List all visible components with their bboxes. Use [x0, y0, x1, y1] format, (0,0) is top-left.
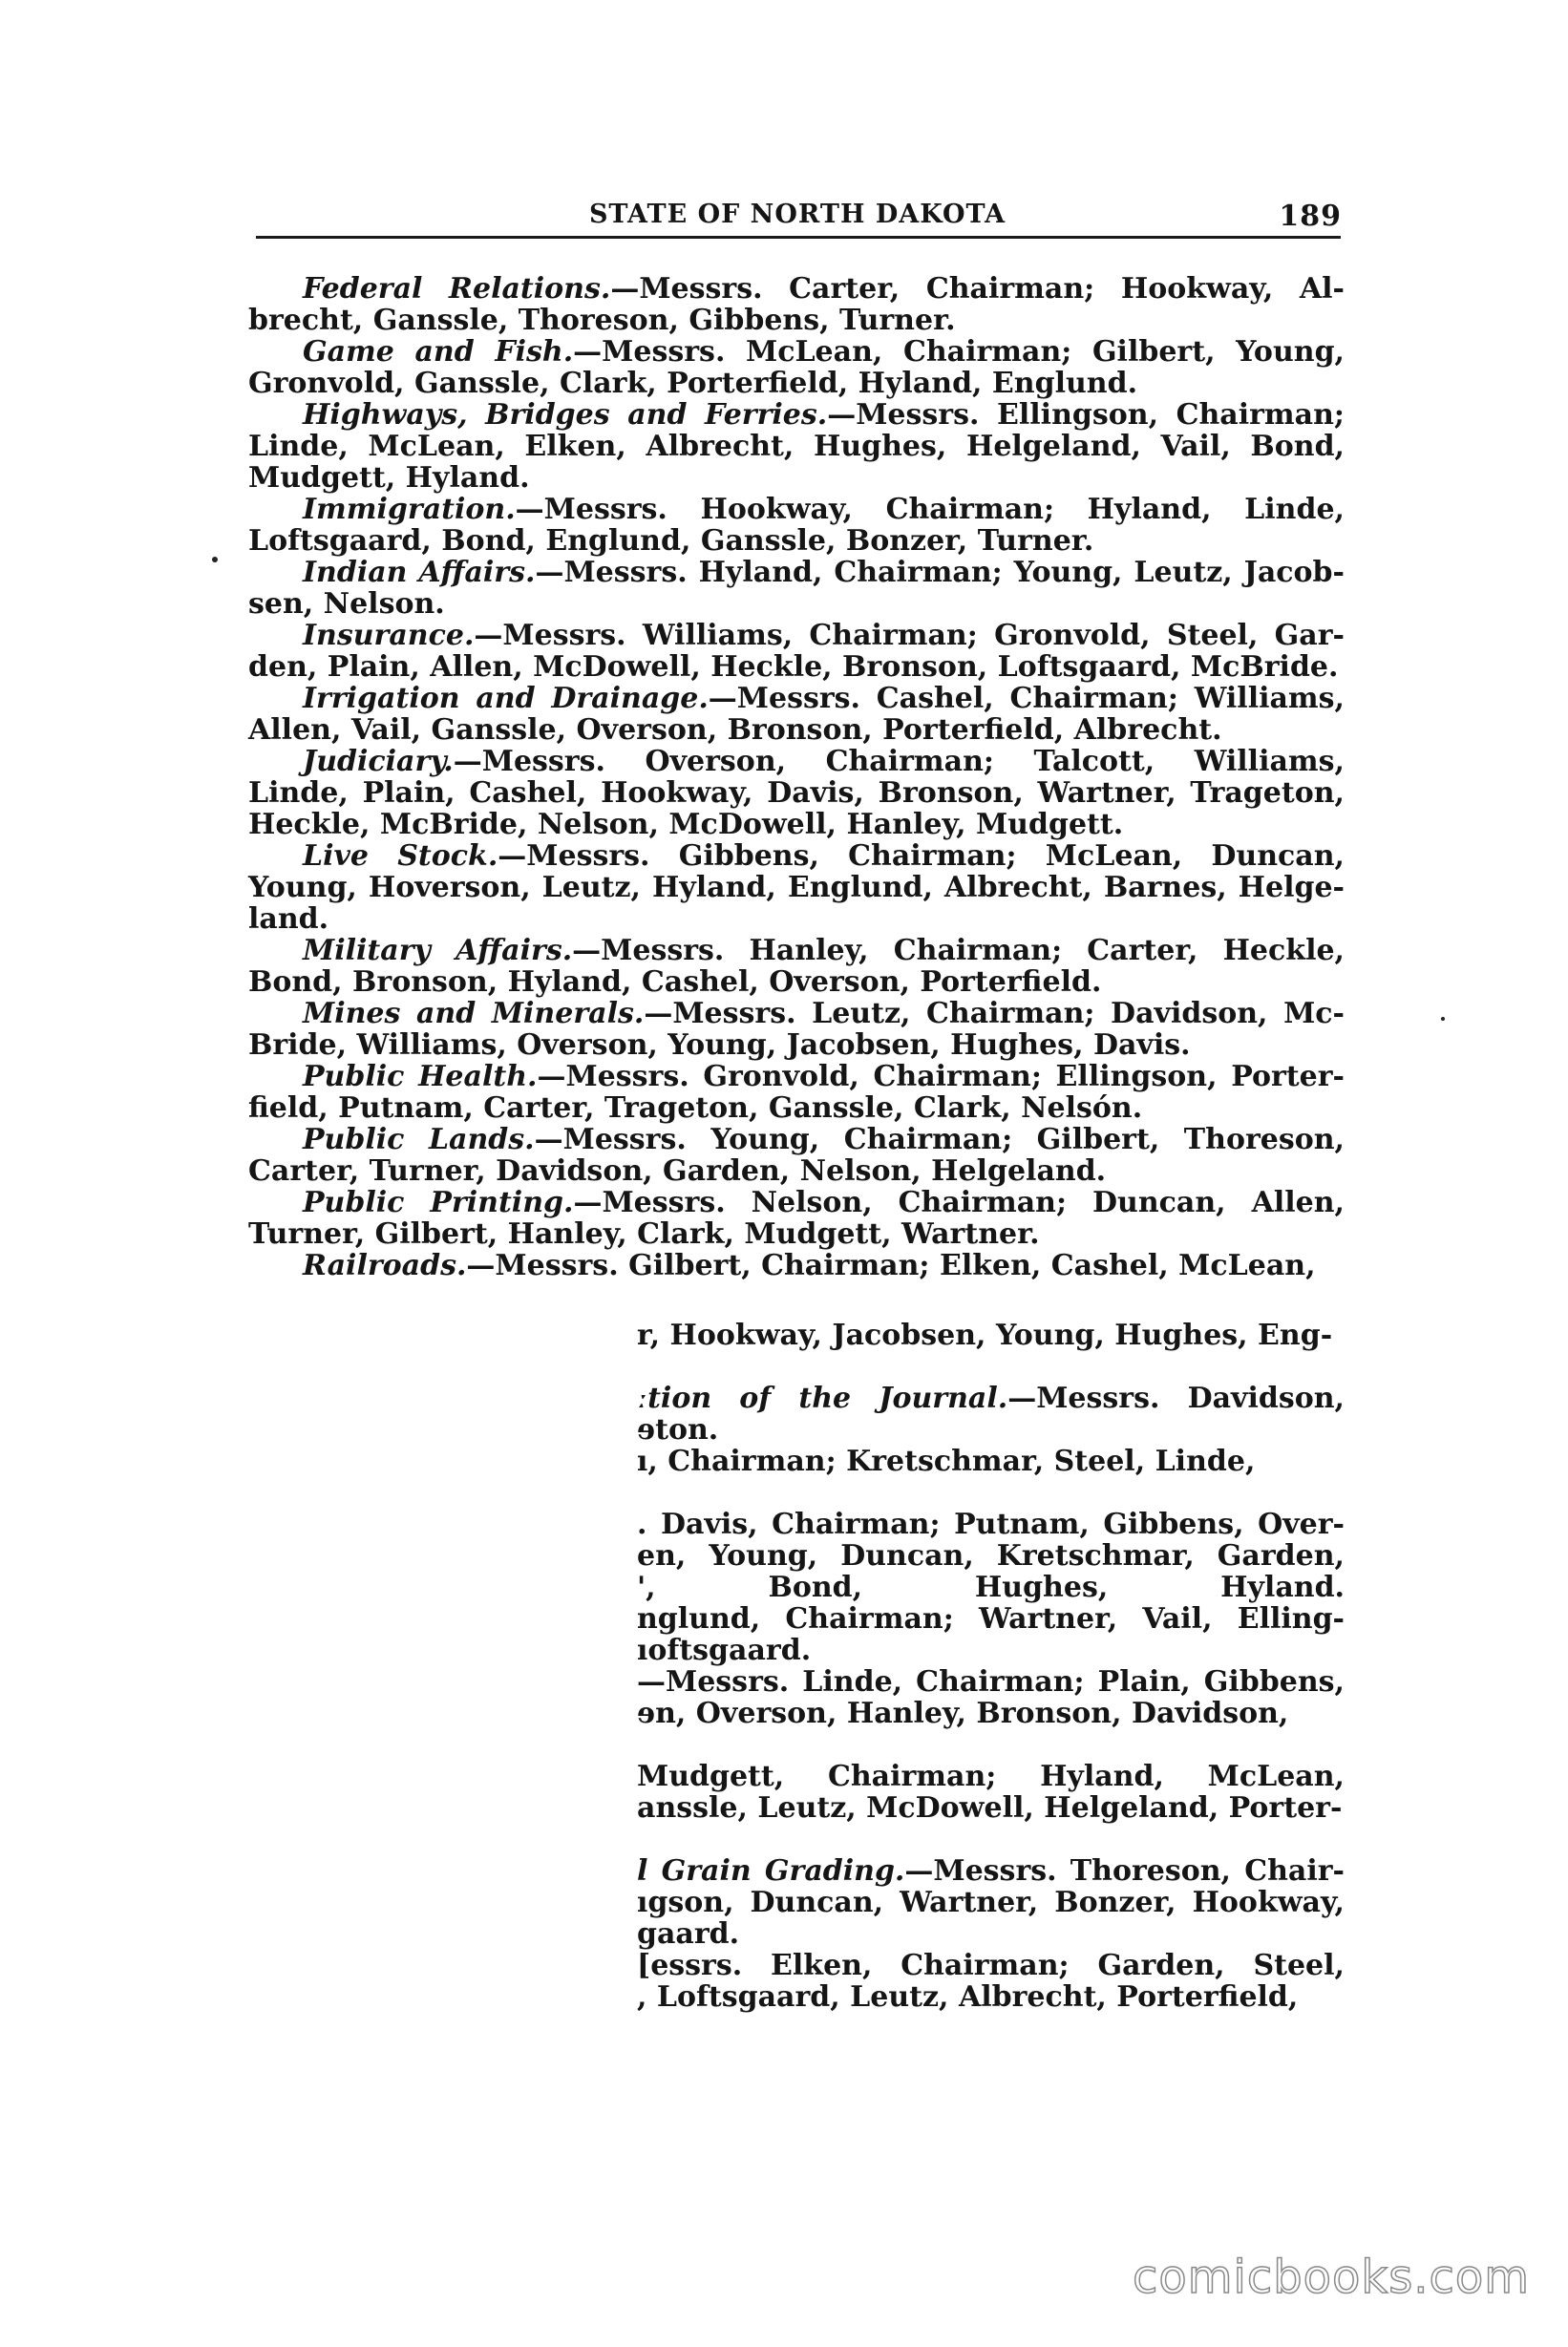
committee-entry-start [248, 1250, 1345, 1281]
partial-committee-list [637, 1320, 1345, 2013]
watermark-logo: comicbooks.com [1132, 2251, 1530, 2304]
text-gap [637, 1729, 1345, 1761]
member-text: Linde, McLean, Elken, Albrecht, Hughes, Helgeland, Vail, Bond, [248, 430, 1345, 463]
member-text: den, Plain, Allen, McDowell, Heckle, Bronson, Loftsgaard, McBride. [248, 650, 1339, 684]
member-text: —Messrs. Thoreson, Chair- [904, 1854, 1345, 1888]
text-line [637, 1950, 1345, 1981]
member-text: sen, Nelson. [248, 587, 445, 621]
text-line [637, 1540, 1345, 1572]
member-text: Gronvold, Ganssle, Clark, Porterfield, Hyland, Englund. [248, 367, 1138, 400]
committee-entry-start [248, 683, 1345, 714]
committee-name: Irrigation and Drainage. [303, 682, 709, 715]
member-text: —Messrs. Gronvold, Chairman; Ellingson, Porter- [537, 1060, 1345, 1093]
page-number: 189 [1279, 200, 1342, 233]
member-text: en, Young, Duncan, Kretschmar, Garden, [637, 1539, 1345, 1573]
text-line [637, 1761, 1345, 1792]
committee-entry-start [248, 998, 1345, 1029]
member-text: ɘn, Overson, Hanley, Bronson, Davidson, [637, 1697, 1289, 1730]
member-text: Young, Hoverson, Leutz, Hyland, Englund, Albrecht, Barnes, Helge- [248, 871, 1345, 904]
committee-entry-start [248, 620, 1345, 651]
text-line [248, 431, 1345, 462]
text-line [248, 903, 1345, 935]
member-text: —Messrs. Carter, Chairman; Hookway, Al- [610, 272, 1345, 306]
text-line [248, 651, 1345, 683]
committee-name: Live Stock. [303, 839, 498, 873]
text-line [248, 525, 1345, 557]
committee-name: Judiciary. [303, 745, 454, 778]
text-line [637, 1320, 1345, 1351]
header-rule [256, 236, 1341, 239]
committee-name: Public Printing. [303, 1186, 574, 1219]
committee-name: ːtion of the Journal. [637, 1382, 1008, 1415]
stray-mark [1441, 1017, 1445, 1021]
member-text: brecht, Ganssle, Thoreson, Gibbens, Turner. [248, 304, 956, 337]
committee-name: Military Affairs. [303, 934, 573, 967]
committee-entry-start [248, 746, 1345, 777]
text-line [248, 1155, 1345, 1187]
member-text: ıgson, Duncan, Wartner, Bonzer, Hookway, [637, 1886, 1345, 1919]
committee-entry-start [248, 840, 1345, 872]
member-text: ı, Chairman; Kretschmar, Steel, Linde, [637, 1445, 1256, 1478]
committee-name: Highways, Bridges and Ferries. [303, 398, 828, 432]
member-text: ıoftsgaard. [637, 1634, 812, 1667]
text-line [637, 1981, 1345, 2013]
member-text: —Messrs. Cashel, Chairman; Williams, [708, 682, 1346, 715]
committee-entry-start [248, 1124, 1345, 1155]
member-text: —Messrs. McLean, Chairman; Gilbert, Young, [573, 335, 1345, 369]
committee-entry-start [248, 557, 1345, 588]
committee-name: l Grain Grading. [637, 1854, 905, 1888]
committee-name: Game and Fish. [303, 335, 574, 369]
member-text: Mudgett, Chairman; Hyland, McLean, [637, 1760, 1345, 1793]
member-text: —Messrs. Young, Chairman; Gilbert, Thoreson, [534, 1123, 1345, 1156]
text-line [248, 1092, 1345, 1124]
member-text: Turner, Gilbert, Hanley, Clark, Mudgett, Wartner. [248, 1217, 1040, 1251]
member-text: —Messrs. Hanley, Chairman; Carter, Heckle, [572, 934, 1345, 967]
text-line [248, 872, 1345, 903]
committee-name: Public Health. [303, 1060, 538, 1093]
committee-entry-start [248, 1187, 1345, 1218]
text-line [637, 1509, 1345, 1540]
committee-name: Federal Relations. [303, 272, 611, 306]
member-text: Allen, Vail, Ganssle, Overson, Bronson, Porterfield, Albrecht. [248, 713, 1222, 747]
member-text: gaard. [637, 1917, 740, 1951]
committee-name: Insurance. [303, 619, 475, 652]
member-text: Loftsgaard, Bond, Englund, Ganssle, Bonzer, Turner. [248, 524, 1094, 558]
committee-name: Immigration. [303, 493, 516, 526]
member-text: nglund, Chairman; Wartner, Vail, Elling- [637, 1602, 1345, 1636]
member-text: . Davis, Chairman; Putnam, Gibbens, Over- [637, 1508, 1345, 1541]
text-line [248, 809, 1345, 840]
member-text: Bond, Bronson, Hyland, Cashel, Overson, Porterfield. [248, 965, 1102, 999]
member-text: —Messrs. Hyland, Chairman; Young, Leutz, Jacob- [535, 556, 1345, 589]
text-line [637, 1698, 1345, 1729]
text-line [637, 1414, 1345, 1446]
member-text: —Messrs. Overson, Chairman; Talcott, Williams, [453, 745, 1345, 778]
committee-name: Mines and Minerals. [303, 997, 645, 1030]
committee-entry-start [248, 336, 1345, 368]
member-text: ', Bond, Hughes, Hyland. [637, 1571, 1345, 1604]
member-text: anssle, Leutz, McDowell, Helgeland, Porter- [637, 1791, 1343, 1825]
member-text: Linde, Plain, Cashel, Hookway, Davis, Bronson, Wartner, Trageton, [248, 776, 1345, 810]
committee-name: Indian Affairs. [303, 556, 536, 589]
text-line [637, 1446, 1345, 1477]
text-line [248, 368, 1345, 399]
member-text: —Messrs. Ellingson, Chairman; [827, 398, 1346, 432]
member-text: —Messrs. Nelson, Chairman; Duncan, Allen, [573, 1186, 1345, 1219]
member-text: Heckle, McBride, Nelson, McDowell, Hanley, Mudgett. [248, 808, 1124, 841]
committee-name: Railroads. [303, 1249, 467, 1282]
stray-mark [212, 557, 218, 562]
text-line [637, 1572, 1345, 1603]
member-text: ɘton. [637, 1413, 719, 1447]
committee-entry-start [248, 494, 1345, 525]
committee-list [248, 273, 1345, 1281]
text-line [248, 588, 1345, 620]
member-text: —Messrs. Gilbert, Chairman; Elken, Cashel, McLean, [466, 1249, 1316, 1282]
text-gap [637, 1351, 1345, 1383]
member-text: —Messrs. Linde, Chairman; Plain, Gibbens, [637, 1665, 1345, 1699]
member-text: land. [248, 902, 329, 936]
committee-entry-start [637, 1383, 1345, 1414]
member-text: —Messrs. Davidson, [1007, 1382, 1345, 1415]
text-line [637, 1635, 1345, 1666]
member-text: —Messrs. Hookway, Chairman; Hyland, Linde, [515, 493, 1345, 526]
text-line [637, 1792, 1345, 1824]
member-text: Carter, Turner, Davidson, Garden, Nelson, Helgeland. [248, 1154, 1107, 1188]
text-line [637, 1887, 1345, 1918]
committee-entry-start [248, 273, 1345, 305]
member-text: Bride, Williams, Overson, Young, Jacobsen, Hughes, Davis. [248, 1028, 1191, 1062]
text-line [248, 1029, 1345, 1061]
committee-entry-start [248, 1061, 1345, 1092]
text-line [637, 1666, 1345, 1698]
member-text: —Messrs. Williams, Chairman; Gronvold, Steel, Gar- [474, 619, 1345, 652]
committee-name: Public Lands. [303, 1123, 535, 1156]
committee-entry-start [248, 935, 1345, 966]
text-line [248, 714, 1345, 746]
text-line [248, 966, 1345, 998]
text-gap [637, 1824, 1345, 1855]
text-gap [637, 1477, 1345, 1509]
text-line [248, 462, 1345, 494]
member-text: field, Putnam, Carter, Trageton, Ganssle, Clark, Nelsón. [248, 1091, 1143, 1125]
text-line [637, 1918, 1345, 1950]
text-line [248, 777, 1345, 809]
member-text: , Loftsgaard, Leutz, Albrecht, Porterfield, [637, 1980, 1299, 2014]
member-text: r, Hookway, Jacobsen, Young, Hughes, Eng- [637, 1319, 1333, 1352]
member-text: —Messrs. Leutz, Chairman; Davidson, Mc- [644, 997, 1345, 1030]
member-text: Mudgett, Hyland. [248, 461, 530, 495]
member-text: —Messrs. Gibbens, Chairman; McLean, Duncan, [498, 839, 1345, 873]
text-line [637, 1603, 1345, 1635]
page-header [253, 194, 1342, 236]
committee-entry-start [248, 399, 1345, 431]
text-line [248, 1218, 1345, 1250]
running-title: STATE OF NORTH DAKOTA [588, 200, 1006, 229]
text-line [248, 305, 1345, 336]
committee-entry-start [637, 1855, 1345, 1887]
member-text: [essrs. Elken, Chairman; Garden, Steel, [637, 1949, 1345, 1982]
